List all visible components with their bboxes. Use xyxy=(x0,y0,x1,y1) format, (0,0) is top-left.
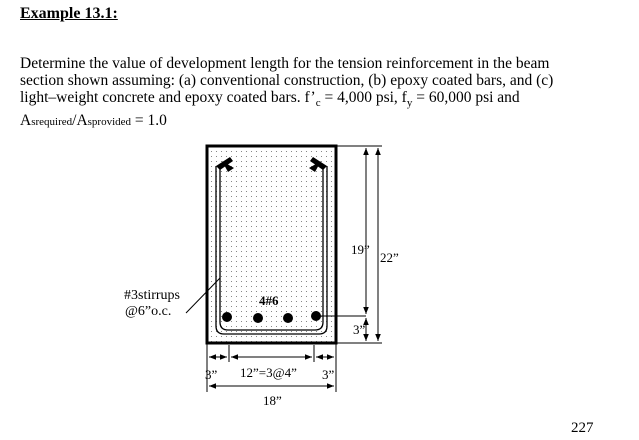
label-dim-22: 22” xyxy=(380,250,399,265)
label-stirrups: #3stirrups xyxy=(124,288,180,303)
as-provided-subscript: sprovided xyxy=(87,116,132,129)
label-dim-3-vertical: 3” xyxy=(353,322,366,337)
label-bars: 4#6 xyxy=(259,293,279,308)
rebar-2 xyxy=(253,313,263,323)
fy-subscript: y xyxy=(406,97,413,110)
as-ratio-value: = 1.0 xyxy=(131,112,167,130)
label-dim-18: 18” xyxy=(263,393,282,408)
fc-value: = 4,000 psi, f xyxy=(320,89,407,106)
fy-value: = 60,000 psi and xyxy=(412,89,520,106)
label-dim-12: 12”=3@4” xyxy=(240,365,297,380)
label-dim-19: 19” xyxy=(351,242,370,257)
statement-line-1: Determine the value of development length for the tension reinforcement in the beam xyxy=(20,55,550,72)
statement-line-3-text: light–weight concrete and epoxy coated bars. xyxy=(20,89,301,106)
example-heading: Example 13.1: xyxy=(20,5,118,22)
rebar-3 xyxy=(283,313,293,323)
label-dim-3-left: 3” xyxy=(205,367,218,382)
rebar-1 xyxy=(222,312,232,322)
label-dim-3-right: 3” xyxy=(322,367,335,382)
as-required-symbol: A xyxy=(20,112,32,130)
fc-symbol: f’ xyxy=(304,89,316,106)
fc-subscript: c xyxy=(315,97,321,110)
page-number: 227 xyxy=(571,420,594,436)
as-required-subscript: srequired xyxy=(31,116,73,129)
as-ratio-slash: /A xyxy=(72,112,88,130)
statement-line-2: section shown assuming: (a) conventional construction, (b) epoxy coated bars, and (c) xyxy=(20,72,554,89)
label-spacing: @6”o.c. xyxy=(125,304,172,319)
